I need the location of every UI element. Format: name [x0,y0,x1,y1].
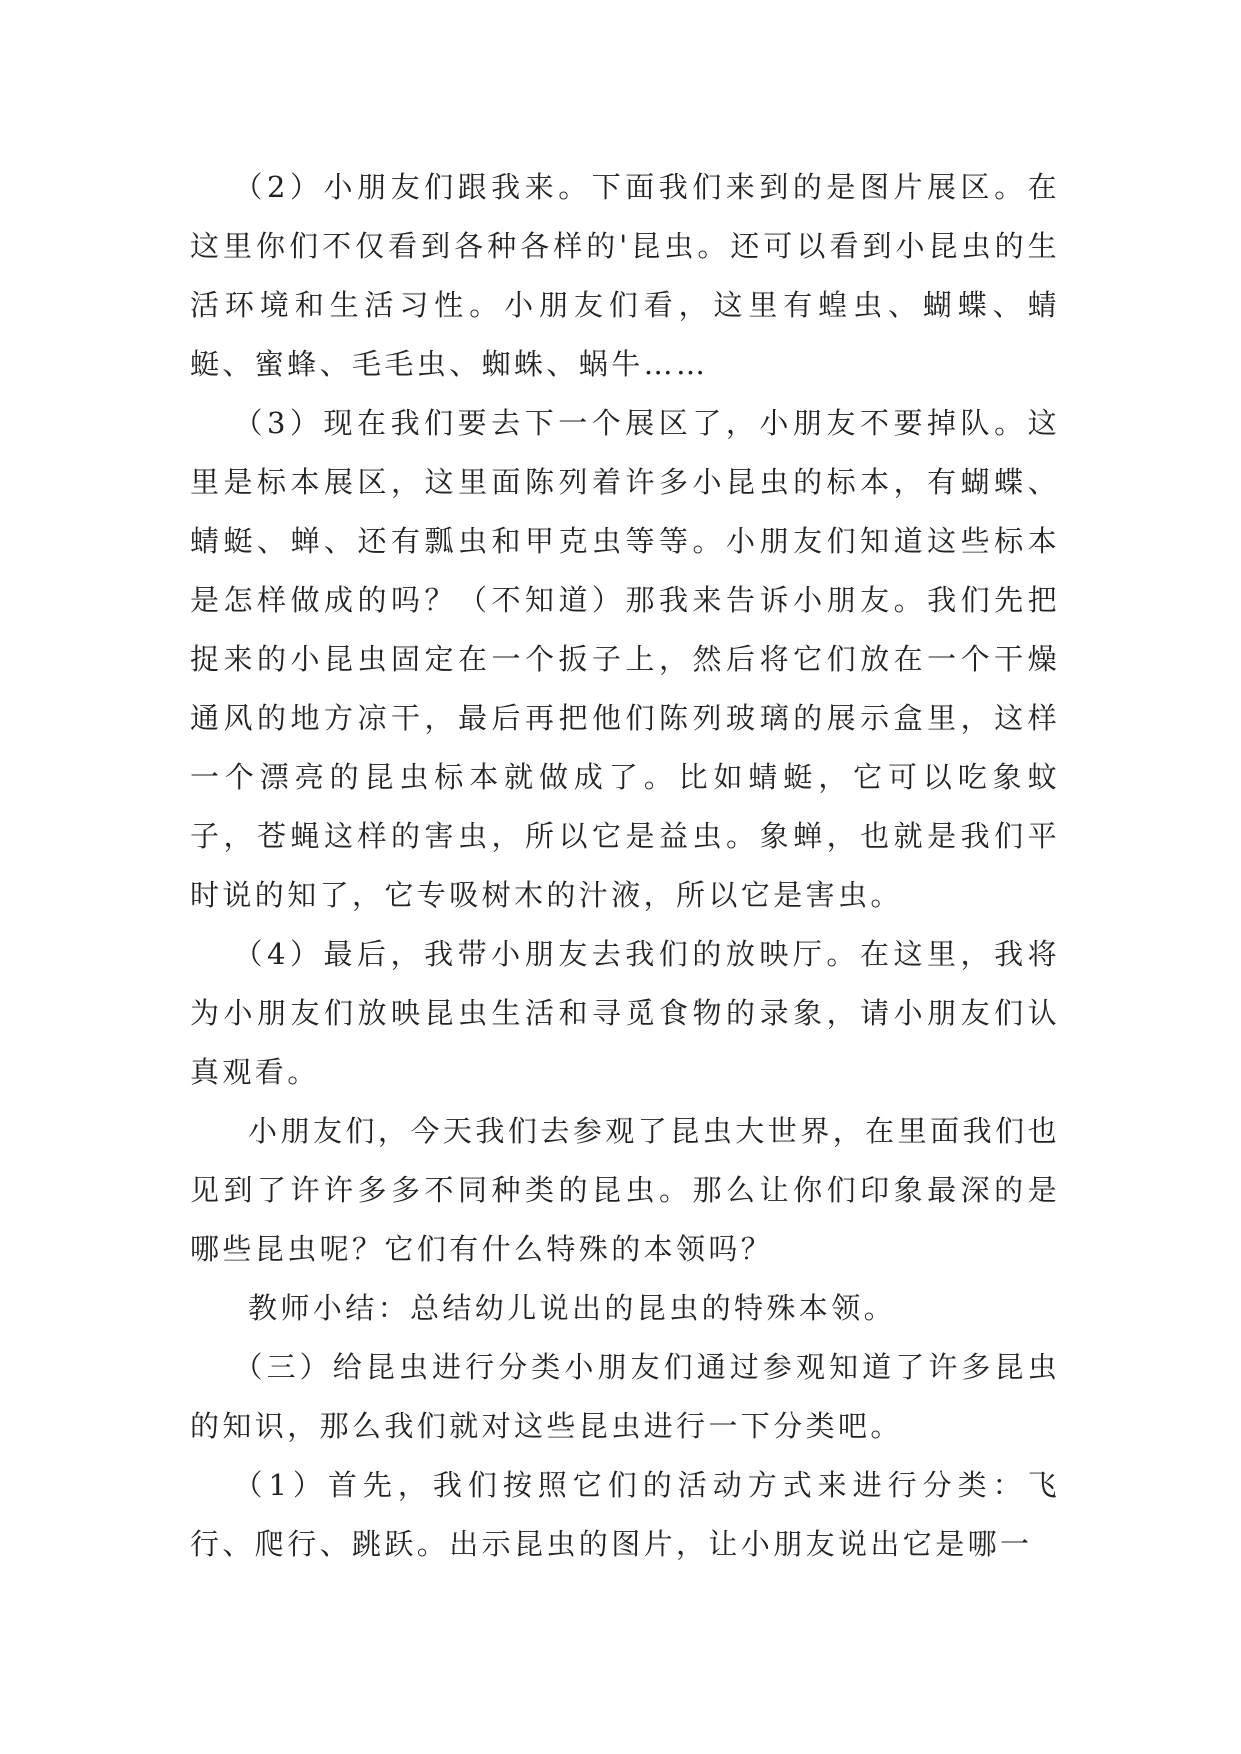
paragraph-picture-exhibit: （2）小朋友们跟我来。下面我们来到的是图片展区。在这里你们不仅看到各种各样的'昆虫。还可以看到小昆虫的生活环境和生活习性。小朋友们看，这里有蝗虫、蝴蝶、蜻蜓、蜜蜂、毛毛虫、蜘蛛、蜗牛…… [190,170,1060,381]
paragraph-screening-hall: （4）最后，我带小朋友去我们的放映厅。在这里，我将为小朋友们放映昆虫生活和寻觅食物的录象，请小朋友们认真观看。 [190,937,1060,1089]
paragraph-teacher-summary: 教师小结：总结幼儿说出的昆虫的特殊本领。 [248,1291,897,1325]
document-body [190,158,1060,1574]
paragraph-classification-intro: （三）给昆虫进行分类小朋友们通过参观知道了许多昆虫的知识，那么我们就对这些昆虫进行一下分类吧。 [190,1350,1060,1443]
paragraph-specimen-exhibit: （3）现在我们要去下一个展区了，小朋友不要掉队。这里是标本展区，这里面陈列着许多小昆虫的标本，有蝴蝶、蜻蜓、蝉、还有瓢虫和甲克虫等等。小朋友们知道这些标本是怎样做成的吗？（不知道）那我来告诉小朋友。我们先把捉来的小昆虫固定在一个扳子上，然后将它们放在一个干燥通风的地方凉干，最后再把他们陈列玻璃的展示盒里，这样一个漂亮的昆虫标本就做成了。比如蜻蜓，它可以吃象蚊子，苍蝇这样的害虫，所以它是益虫。象蝉，也就是我们平时说的知了，它专吸树木的汁液，所以它是害虫。 [190,406,1060,912]
paragraph-visit-summary: 小朋友们，今天我们去参观了昆虫大世界，在里面我们也见到了许许多多不同种类的昆虫。那么让你们印象最深的是哪些昆虫呢？它们有什么特殊的本领吗？ [190,1114,1060,1266]
paragraph-classification-step-1: （1）首先，我们按照它们的活动方式来进行分类：飞行、爬行、跳跃。出示昆虫的图片，让小朋友说出它是哪一 [190,1468,1060,1561]
